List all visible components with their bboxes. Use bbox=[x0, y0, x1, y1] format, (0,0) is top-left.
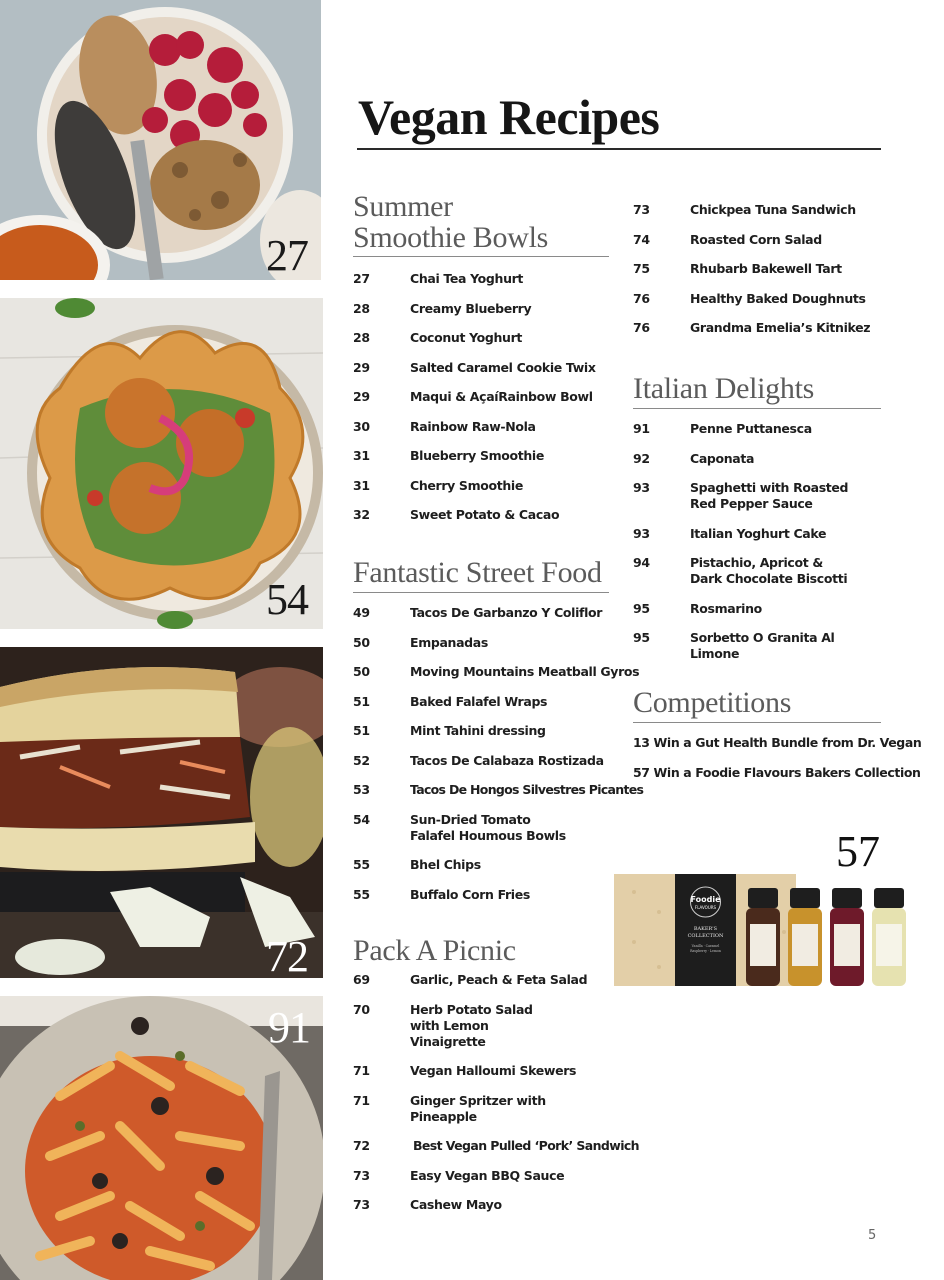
toc-entry[interactable] bbox=[633, 320, 881, 336]
toc-page-number: 70 bbox=[353, 1001, 370, 1017]
toc-page-number: 73 bbox=[633, 202, 650, 217]
toc-recipe-name: Mint Tahini dressing bbox=[410, 723, 546, 738]
section-heading: Pack A Picnic bbox=[353, 934, 516, 967]
bottle-lemon bbox=[872, 888, 906, 986]
toc-recipe-name: Easy Vegan BBQ Sauce bbox=[410, 1167, 565, 1183]
toc-entry[interactable] bbox=[353, 664, 640, 680]
toc-page-number: 31 bbox=[353, 448, 370, 463]
toc-recipe-name: Best Vegan Pulled ‘Pork’ Sandwich bbox=[413, 1138, 639, 1153]
photo-smoothie-bowl bbox=[0, 0, 321, 280]
brand-logo: Foodie bbox=[690, 895, 721, 904]
page-title: Vegan Recipes bbox=[358, 89, 660, 145]
toc-entry[interactable] bbox=[353, 478, 609, 494]
toc-recipe-name: Caponata bbox=[690, 450, 755, 466]
toc-page-number: 50 bbox=[353, 634, 370, 650]
toc-page-number: 51 bbox=[353, 693, 370, 709]
toc-page-number: 74 bbox=[633, 231, 650, 247]
toc-entry[interactable] bbox=[353, 360, 609, 376]
toc-entry[interactable] bbox=[353, 271, 609, 287]
toc-page-number: 55 bbox=[353, 857, 370, 872]
toc-recipe-name: Rhubarb Bakewell Tart bbox=[690, 261, 842, 276]
toc-page-number: 55 bbox=[353, 886, 370, 902]
toc-page-number: 73 bbox=[353, 1167, 370, 1183]
svg-text:FLAVOURS: FLAVOURS bbox=[694, 905, 717, 910]
toc-page-number: 31 bbox=[353, 477, 370, 493]
toc-entry[interactable] bbox=[633, 261, 881, 277]
toc-entry[interactable] bbox=[353, 330, 609, 346]
section-summer-smoothie-bowls bbox=[353, 191, 609, 537]
toc-recipe-name: Rainbow Raw-Nola bbox=[410, 418, 536, 434]
toc-entry[interactable] bbox=[353, 1063, 609, 1079]
bottle-raspberry bbox=[830, 888, 864, 986]
toc-recipe-name: Chickpea Tuna Sandwich bbox=[690, 202, 856, 217]
toc-entry[interactable] bbox=[353, 857, 609, 873]
toc-page-number: 91 bbox=[633, 421, 650, 436]
toc-page-number: 94 bbox=[633, 555, 650, 570]
page-number: 5 bbox=[868, 1228, 877, 1243]
toc-recipe-name: Sweet Potato & Cacao bbox=[410, 507, 560, 522]
toc-entry[interactable] bbox=[353, 1093, 609, 1125]
photo-page-number: 27 bbox=[266, 231, 308, 280]
toc-page-number: 52 bbox=[353, 752, 370, 768]
section-pack-a-picnic bbox=[353, 934, 639, 1227]
toc-recipe-name: Spaghetti with Roasted Red Pepper Sauce bbox=[690, 480, 849, 511]
toc-entry[interactable] bbox=[353, 723, 609, 739]
section-italian-delights bbox=[633, 373, 881, 676]
toc-recipe-name: Tacos De Garbanzo Y Coliflor bbox=[410, 605, 603, 620]
toc-entry[interactable] bbox=[353, 635, 609, 651]
toc-page-number: 69 bbox=[353, 972, 370, 987]
toc-page-number: 93 bbox=[633, 480, 650, 495]
toc-page-number: 27 bbox=[353, 271, 370, 286]
toc-page-number: 73 bbox=[353, 1197, 370, 1212]
toc-recipe-name: Herb Potato Salad with Lemon Vinaigrette bbox=[410, 1001, 533, 1049]
toc-page-number: 50 bbox=[353, 664, 370, 679]
toc-entry[interactable] bbox=[353, 1168, 609, 1184]
toc-entry[interactable] bbox=[353, 301, 609, 317]
toc-page-number: 93 bbox=[633, 525, 650, 541]
competition-entry[interactable]: 57 Win a Foodie Flavours Bakers Collection bbox=[633, 765, 921, 780]
photo-pulled-pork-sandwich bbox=[0, 647, 323, 978]
toc-recipe-name: Buffalo Corn Fries bbox=[410, 886, 530, 902]
toc-recipe-name: Sorbetto O Granita Al Limone bbox=[690, 630, 835, 661]
toc-entry[interactable] bbox=[353, 1138, 639, 1154]
photo-page-number: 72 bbox=[266, 932, 308, 978]
section-heading-line1: Summer bbox=[353, 190, 453, 223]
toc-page-number: 32 bbox=[353, 507, 370, 522]
toc-page-number: 49 bbox=[353, 605, 370, 620]
toc-entry[interactable] bbox=[353, 605, 609, 621]
toc-recipe-name: Blueberry Smoothie bbox=[410, 448, 544, 463]
toc-recipe-name: Roasted Corn Salad bbox=[690, 231, 822, 247]
toc-entry[interactable] bbox=[353, 694, 609, 710]
toc-recipe-name: Garlic, Peach & Feta Salad bbox=[410, 972, 588, 987]
section-heading: Competitions bbox=[633, 687, 881, 723]
toc-page-number: 53 bbox=[353, 782, 370, 797]
svg-text:COLLECTION: COLLECTION bbox=[687, 933, 724, 939]
bottle-vanilla bbox=[746, 888, 780, 986]
toc-recipe-name: Tacos De Calabaza Rostizada bbox=[410, 752, 604, 768]
photo-falafel-bowl bbox=[0, 298, 323, 629]
toc-entry[interactable] bbox=[353, 887, 609, 903]
toc-recipe-name: Sun-Dried Tomato Falafel Houmous Bowls bbox=[410, 811, 566, 843]
toc-page-number: 75 bbox=[633, 261, 650, 276]
toc-recipe-name: Healthy Baked Doughnuts bbox=[690, 290, 866, 306]
photo-page-number: 91 bbox=[268, 1003, 310, 1052]
section-competitions bbox=[633, 686, 922, 795]
toc-recipe-name: Maqui & AçaíRainbow Bowl bbox=[410, 389, 593, 404]
toc-page-number: 29 bbox=[353, 389, 370, 404]
toc-page-number: 30 bbox=[353, 418, 370, 434]
toc-recipe-name: Pistachio, Apricot & Dark Chocolate Biscotti bbox=[690, 555, 848, 586]
toc-page-number: 76 bbox=[633, 290, 650, 306]
toc-entry[interactable] bbox=[353, 389, 609, 405]
toc-entry[interactable] bbox=[633, 526, 881, 542]
toc-entry[interactable] bbox=[353, 812, 609, 844]
product-image-bakers-collection bbox=[614, 872, 912, 988]
toc-entry[interactable] bbox=[633, 451, 881, 467]
toc-recipe-name: Cashew Mayo bbox=[410, 1197, 502, 1212]
bottle-caramel bbox=[788, 888, 822, 986]
toc-recipe-name: Moving Mountains Meatball Gyros bbox=[410, 664, 640, 679]
photo-page-number: 54 bbox=[266, 575, 308, 624]
toc-entry[interactable] bbox=[633, 630, 881, 662]
toc-recipe-name: Cherry Smoothie bbox=[410, 477, 523, 493]
toc-entry[interactable] bbox=[633, 291, 881, 307]
toc-recipe-name: Chai Tea Yoghurt bbox=[410, 271, 524, 286]
toc-page-number: 28 bbox=[353, 300, 370, 316]
svg-text:Raspberry · Lemon: Raspberry · Lemon bbox=[690, 949, 721, 953]
toc-recipe-name: Grandma Emelia’s Kitnikez bbox=[690, 320, 871, 335]
section-heading-line2: Smoothie Bowls bbox=[353, 221, 548, 254]
toc-page-number: 95 bbox=[633, 600, 650, 616]
toc-entry[interactable] bbox=[633, 232, 881, 248]
toc-entry[interactable] bbox=[353, 448, 609, 464]
section-pack-a-picnic-continued bbox=[633, 202, 881, 350]
toc-entry[interactable] bbox=[633, 480, 881, 512]
toc-recipe-name: Empanadas bbox=[410, 634, 488, 650]
toc-page-number: 92 bbox=[633, 450, 650, 466]
toc-recipe-name: Salted Caramel Cookie Twix bbox=[410, 359, 596, 375]
toc-page-number: 28 bbox=[353, 330, 370, 345]
toc-entry[interactable] bbox=[353, 782, 644, 798]
section-heading: Italian Delights bbox=[633, 373, 881, 409]
section-heading: Fantastic Street Food bbox=[353, 557, 609, 593]
toc-page-number: 76 bbox=[633, 320, 650, 335]
toc-entry[interactable] bbox=[353, 1197, 609, 1213]
toc-page-number: 54 bbox=[353, 811, 370, 827]
product-page-number: 57 bbox=[836, 827, 880, 876]
toc-page-number: 71 bbox=[353, 1063, 370, 1078]
toc-entry[interactable] bbox=[353, 972, 609, 988]
toc-recipe-name: Ginger Spritzer with Pineapple bbox=[410, 1092, 546, 1124]
svg-text:Vanilla · Caramel: Vanilla · Caramel bbox=[691, 944, 720, 948]
toc-page-number: 95 bbox=[633, 630, 650, 645]
toc-page-number: 51 bbox=[353, 723, 370, 738]
toc-page-number: 71 bbox=[353, 1092, 370, 1108]
toc-entry[interactable] bbox=[633, 202, 881, 218]
toc-page-number: 29 bbox=[353, 359, 370, 375]
toc-page-number: 72 bbox=[353, 1138, 370, 1153]
svg-text:BAKER'S: BAKER'S bbox=[693, 926, 718, 932]
sandwich-illustration bbox=[0, 647, 323, 978]
toc-recipe-name: Baked Falafel Wraps bbox=[410, 693, 548, 709]
toc-entry[interactable] bbox=[633, 555, 881, 587]
toc-entry[interactable] bbox=[633, 601, 881, 617]
toc-recipe-name: Rosmarino bbox=[690, 600, 762, 616]
toc-recipe-name: Creamy Blueberry bbox=[410, 300, 532, 316]
toc-entry[interactable] bbox=[353, 1002, 609, 1050]
title-divider bbox=[357, 148, 881, 150]
section-heading bbox=[353, 191, 609, 257]
toc-recipe-name: Coconut Yoghurt bbox=[410, 330, 523, 345]
toc-entry[interactable] bbox=[353, 419, 609, 435]
toc-entry[interactable] bbox=[353, 753, 609, 769]
toc-recipe-name: Italian Yoghurt Cake bbox=[690, 525, 827, 541]
product-box-illustration bbox=[614, 872, 912, 988]
photo-penne-puttanesca bbox=[0, 996, 323, 1280]
toc-entry[interactable] bbox=[353, 507, 609, 523]
toc-recipe-name: Penne Puttanesca bbox=[690, 421, 812, 436]
toc-recipe-name: Bhel Chips bbox=[410, 857, 481, 872]
toc-recipe-name: Vegan Halloumi Skewers bbox=[410, 1063, 577, 1078]
competition-entry[interactable]: 13 Win a Gut Health Bundle from Dr. Vegan bbox=[633, 735, 922, 750]
toc-entry[interactable] bbox=[633, 421, 881, 437]
toc-recipe-name: Tacos De Hongos Silvestres Picantes bbox=[410, 782, 644, 797]
